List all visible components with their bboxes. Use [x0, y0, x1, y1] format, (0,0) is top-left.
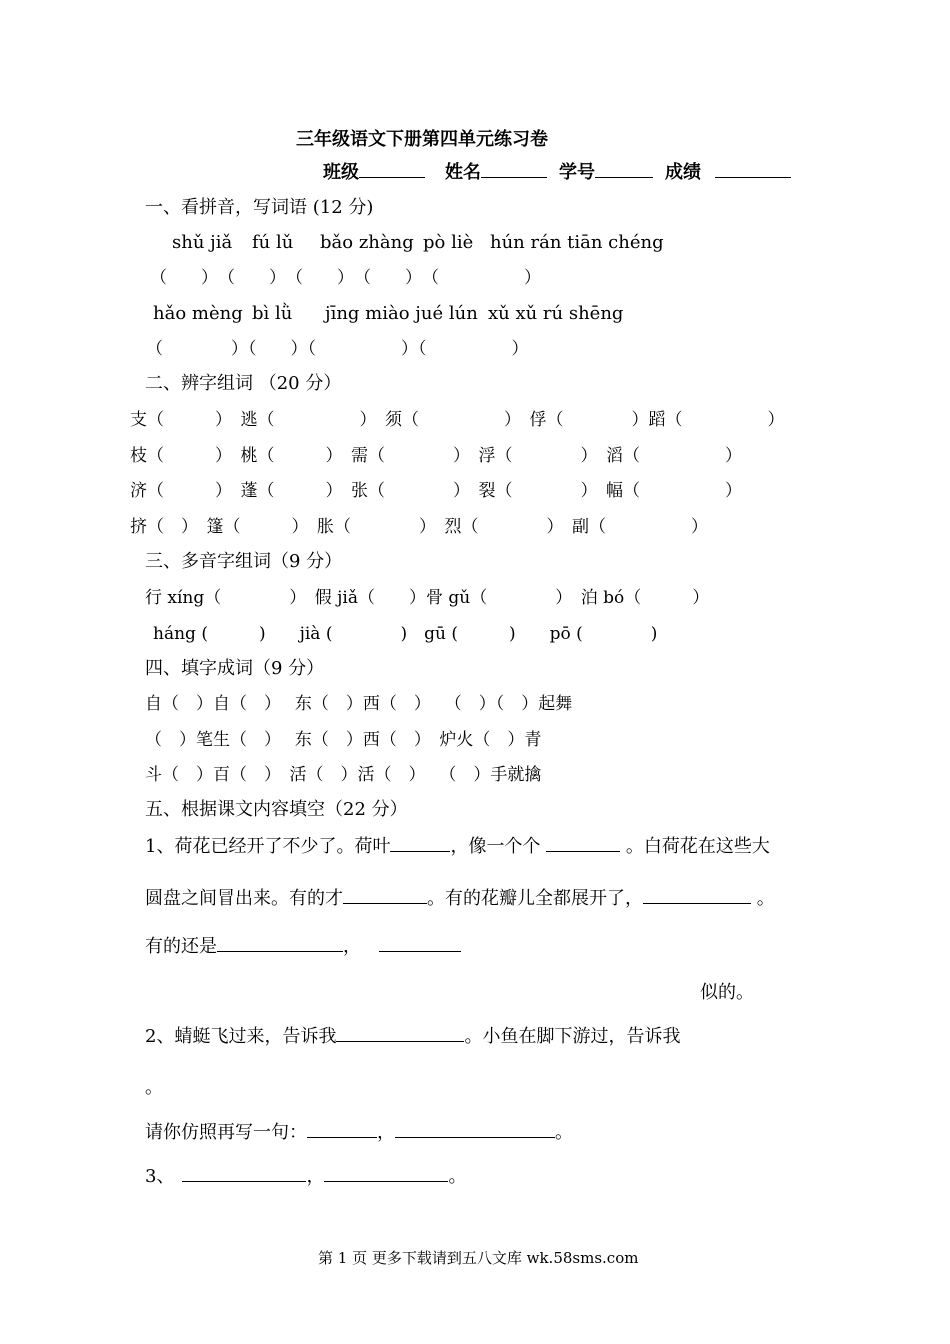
- q3-text-c: 。: [448, 1166, 467, 1187]
- q1-blank-1[interactable]: [390, 834, 450, 852]
- section-2-heading: 二、辨字组词 （20 分）: [145, 373, 342, 394]
- pinyin-1-2: fú lǔ: [252, 232, 294, 253]
- q1-text-g: 有的还是: [145, 936, 217, 957]
- fill-q3: [145, 1164, 466, 1189]
- q1-blank-4[interactable]: [643, 886, 751, 904]
- q1-text-e: 。有的花瓣儿全都展开了，: [427, 888, 643, 909]
- duoyin-row-1[interactable]: 行 xíng（ ） 假 jiǎ（ ）骨 gǔ（ ） 泊 bó（ ）: [145, 588, 710, 608]
- name-label: 姓名: [445, 162, 481, 183]
- q3-blank-2[interactable]: [324, 1164, 448, 1182]
- q3-blank-1[interactable]: [182, 1164, 306, 1182]
- tianzi-row-2[interactable]: （ ）笔生（ ） 东（ ）西（ ） 炉火（ ）青: [145, 730, 542, 750]
- section-5-heading: 五、根据课文内容填空（22 分）: [145, 799, 408, 820]
- score-label: 成绩: [665, 162, 701, 183]
- q2-blank-1[interactable]: [336, 1024, 464, 1042]
- q2-text-b: 。小鱼在脚下游过，告诉我: [464, 1026, 681, 1047]
- duoyin-row-2[interactable]: háng ( ) jià ( ) gū ( ) pō ( ): [153, 624, 658, 644]
- score-blank[interactable]: [715, 160, 791, 178]
- q2-text-c: 。: [145, 1077, 163, 1098]
- q1-blank-2[interactable]: [546, 834, 620, 852]
- q2-blank-2[interactable]: [307, 1120, 377, 1138]
- pinyin-1-3: bǎo zhàng: [320, 232, 414, 253]
- answer-brackets-row1[interactable]: （ ） （ ） （ ） （ ） （ ）: [150, 268, 541, 288]
- page-title: 三年级语文下册第四单元练习卷: [296, 129, 548, 150]
- pinyin-1-5: hún rán tiān chéng: [490, 232, 664, 253]
- section-3-heading: 三、多音字组词（9 分）: [145, 551, 343, 572]
- q2-text-d: 请你仿照再写一句：: [145, 1122, 307, 1143]
- pinyin-2-2: bì lǜ: [252, 303, 293, 324]
- bianzi-row-2[interactable]: 枝（ ） 桃（ ） 需（ ） 浮（ ） 滔（ ）: [130, 446, 742, 466]
- q1-blank-3[interactable]: [343, 886, 427, 904]
- section-1-heading: 一、看拼音，写词语 (12 分): [145, 197, 374, 218]
- bianzi-row-1[interactable]: 支（ ） 逃（ ） 须（ ） 俘（ ）蹈（ ）: [130, 410, 785, 430]
- pinyin-2-3: jīng miào jué lún: [325, 303, 478, 324]
- q1-text-c: 。白荷花在这些大: [620, 836, 770, 857]
- section-4-heading: 四、填字成词（9 分）: [145, 658, 325, 679]
- tianzi-row-1[interactable]: 自（ ）自（ ） 东（ ）西（ ） （ ）（ ）起舞: [145, 694, 573, 714]
- id-blank[interactable]: [595, 160, 653, 178]
- name-blank[interactable]: [481, 160, 547, 178]
- pinyin-2-1: hǎo mèng: [153, 303, 243, 324]
- q1-text-d: 圆盘之间冒出来。有的才: [145, 888, 343, 909]
- q1-text-a: 1、荷花已经开了不少了。荷叶: [145, 836, 391, 857]
- answer-brackets-row2[interactable]: （ ）（ ）（ ）（ ）: [146, 339, 529, 359]
- q2-text-f: 。: [555, 1122, 573, 1143]
- q3-text-a: 3、: [145, 1166, 175, 1187]
- page-footer: 第 1 页 更多下载请到五八文库 wk.58sms.com: [318, 1249, 639, 1267]
- q2-blank-3[interactable]: [395, 1120, 555, 1138]
- fill-q2-line1: [145, 1024, 680, 1049]
- class-blank[interactable]: [359, 160, 425, 178]
- pinyin-2-4: xǔ xǔ rú shēng: [488, 303, 624, 324]
- fill-q2-imitate: [145, 1120, 573, 1145]
- class-label: 班级: [323, 162, 359, 183]
- q1-text-end: 似的。: [700, 982, 754, 1003]
- q1-text-b: ，像一个个: [450, 836, 547, 857]
- pinyin-1-1: shǔ jiǎ: [172, 232, 233, 253]
- fill-q1-line2: [145, 886, 775, 911]
- q1-text-h: ，: [343, 936, 361, 957]
- pinyin-1-4: pò liè: [423, 232, 474, 253]
- q2-text-e: ，: [377, 1122, 395, 1143]
- q1-blank-6[interactable]: [379, 934, 461, 952]
- q3-text-b: ，: [306, 1166, 325, 1187]
- q2-text-a: 2、蜻蜓飞过来，告诉我: [145, 1026, 337, 1047]
- q1-text-f: 。: [751, 888, 775, 909]
- id-label: 学号: [559, 162, 595, 183]
- student-info-row: [323, 160, 791, 185]
- q1-blank-5[interactable]: [217, 934, 343, 952]
- fill-q1-line3: [145, 934, 461, 959]
- fill-q1-line1: [145, 834, 770, 859]
- bianzi-row-3[interactable]: 济（ ） 蓬（ ） 张（ ） 裂（ ） 幅（ ）: [130, 481, 742, 501]
- tianzi-row-3[interactable]: 斗（ ）百（ ） 活（ ）活（ ） （ ）手就擒: [145, 765, 542, 785]
- bianzi-row-4[interactable]: 挤（ ） 篷（ ） 胀（ ） 烈（ ） 副（ ）: [130, 517, 708, 537]
